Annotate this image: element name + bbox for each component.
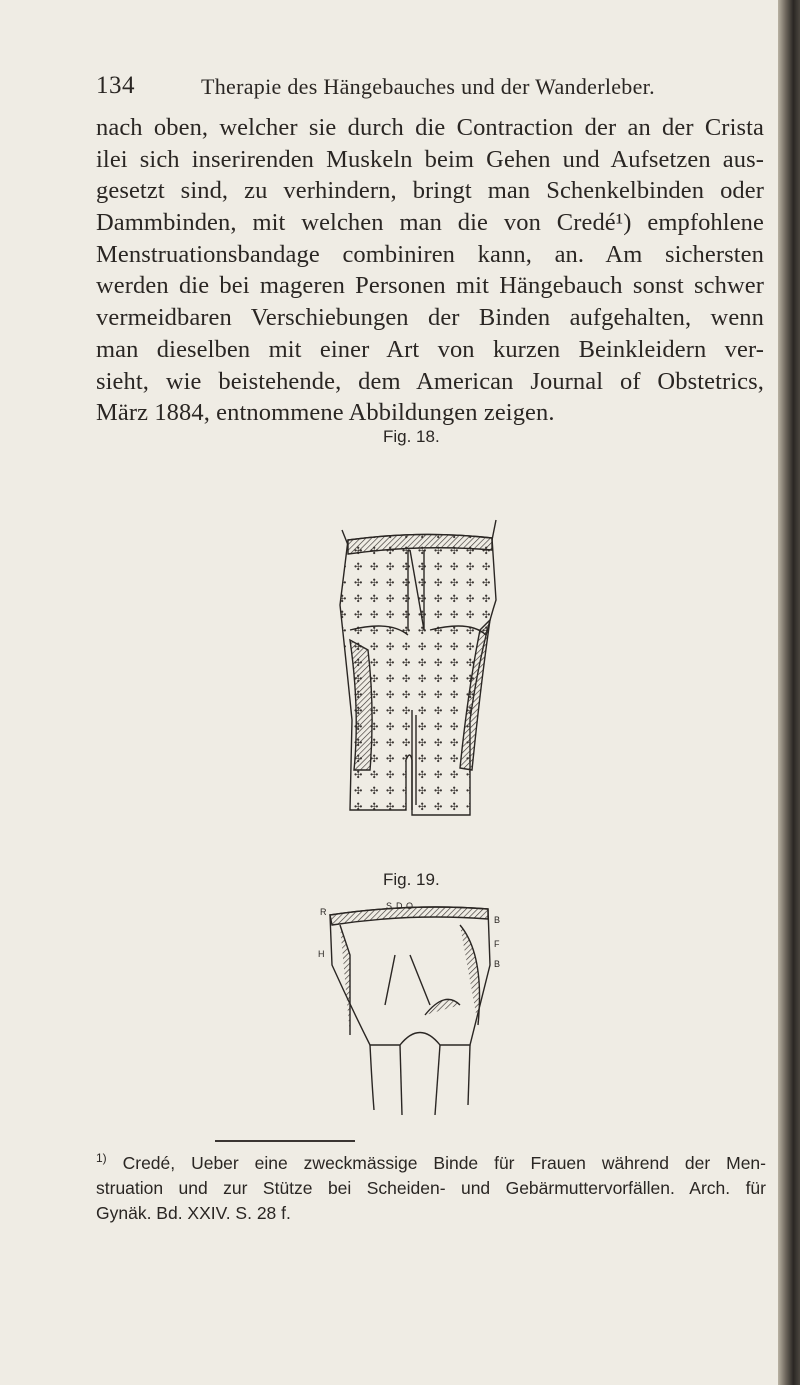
body-line: ilei sich inserirenden Muskeln beim Gehen und Aufsetzen aus- xyxy=(96,145,764,173)
body-line: März 1884, entnommene Abbildungen zeigen. xyxy=(96,399,555,427)
body-line: nach oben, welcher sie durch die Contraction der an der Crista xyxy=(96,114,764,141)
running-title: Therapie des Hängebauches und der Wanderleber. xyxy=(201,74,655,99)
figure-18-caption: Fig. 18. xyxy=(383,427,440,446)
page-number: 134 xyxy=(96,72,135,99)
footnote-line-text: Credé, Ueber eine zweckmässige Binde für Frauen während der Men- xyxy=(122,1153,766,1173)
body-line: gesetzt sind, zu verhindern, bringt man Schenkelbinden oder xyxy=(96,177,764,205)
fig19-label-o: O xyxy=(406,901,414,911)
figure-19-caption: Fig. 19. xyxy=(383,870,440,889)
body-line: sieht, wie beistehende, dem American Journal of Obstetrics, xyxy=(96,367,764,395)
body-line: werden die bei mageren Personen mit Hängebauch sonst schwer xyxy=(96,272,764,300)
body-line: Menstruationsbandage combiniren kann, an. Am sichersten xyxy=(96,240,764,268)
body-paragraph xyxy=(96,112,764,429)
fig19-label-b-mid: B xyxy=(494,959,501,969)
figure-18-illustration xyxy=(320,510,520,830)
scan-edge xyxy=(778,0,800,1385)
footnote-line: Gynäk. Bd. XXIV. S. 28 f. xyxy=(96,1203,291,1223)
footnote-marker: 1) xyxy=(96,1151,107,1166)
fig19-label-h: H xyxy=(318,949,325,959)
fig19-label-r: R xyxy=(320,907,327,917)
fig19-label-f: F xyxy=(494,939,500,949)
body-line: Dammbinden, mit welchen man die von Credé¹) empfohlene xyxy=(96,209,764,237)
body-line: vermeidbaren Verschiebungen der Binden aufgehalten, wenn xyxy=(96,304,764,332)
footnote-line: struation und zur Stütze bei Scheiden- und Gebärmuttervorfällen. Arch. für xyxy=(96,1178,766,1198)
footnote-line xyxy=(96,1151,766,1176)
figure-19-illustration xyxy=(310,895,510,1125)
fig19-label-s: S xyxy=(386,901,393,911)
body-line: man dieselben mit einer Art von kurzen Beinkleidern ver- xyxy=(96,335,764,363)
page-header xyxy=(96,72,696,112)
footnote xyxy=(96,1151,766,1226)
fig19-label-b-top: B xyxy=(494,915,501,925)
footnote-rule xyxy=(215,1140,355,1142)
fig19-label-d: D xyxy=(396,901,403,911)
